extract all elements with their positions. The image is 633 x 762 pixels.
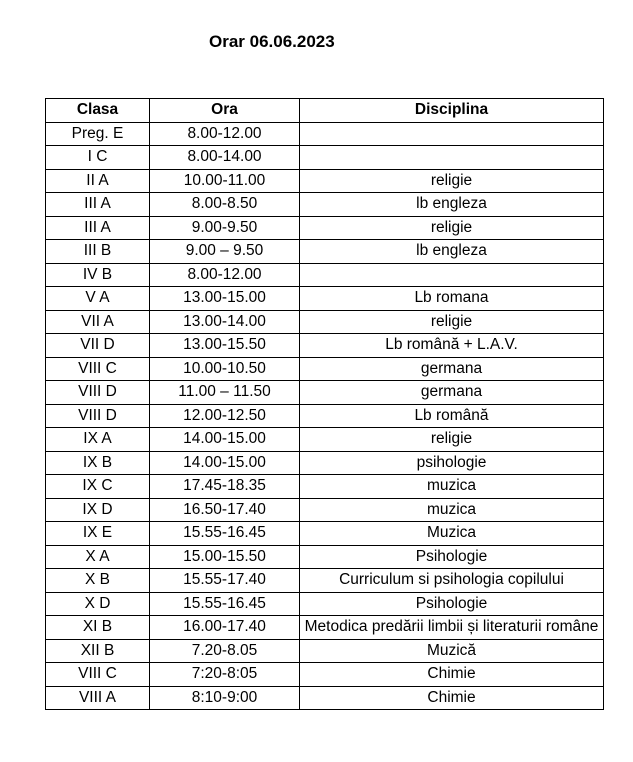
cell-clasa: VIII C xyxy=(46,357,150,381)
cell-disciplina xyxy=(300,146,604,170)
cell-clasa: X B xyxy=(46,569,150,593)
cell-clasa: XI B xyxy=(46,616,150,640)
table-row xyxy=(46,545,604,569)
cell-ora: 9.00 – 9.50 xyxy=(150,240,300,264)
cell-disciplina: religie xyxy=(300,310,604,334)
cell-ora: 8.00-12.00 xyxy=(150,122,300,146)
cell-clasa: I C xyxy=(46,146,150,170)
cell-ora: 9.00-9.50 xyxy=(150,216,300,240)
table-header-row xyxy=(46,99,604,123)
cell-ora: 10.00-11.00 xyxy=(150,169,300,193)
cell-disciplina: psihologie xyxy=(300,451,604,475)
table-row xyxy=(46,616,604,640)
cell-disciplina: Muzica xyxy=(300,522,604,546)
cell-ora: 8.00-12.00 xyxy=(150,263,300,287)
header-disciplina: Disciplina xyxy=(300,99,604,123)
table-row xyxy=(46,592,604,616)
table-row xyxy=(46,122,604,146)
cell-ora: 13.00-14.00 xyxy=(150,310,300,334)
cell-ora: 7:20-8:05 xyxy=(150,663,300,687)
table-row xyxy=(46,193,604,217)
cell-clasa: VIII D xyxy=(46,381,150,405)
cell-clasa: III A xyxy=(46,193,150,217)
cell-disciplina: Psihologie xyxy=(300,592,604,616)
cell-ora: 8.00-8.50 xyxy=(150,193,300,217)
cell-clasa: IX C xyxy=(46,475,150,499)
cell-clasa: II A xyxy=(46,169,150,193)
cell-ora: 16.50-17.40 xyxy=(150,498,300,522)
cell-clasa: VII D xyxy=(46,334,150,358)
cell-disciplina: lb engleza xyxy=(300,240,604,264)
cell-ora: 13.00-15.00 xyxy=(150,287,300,311)
cell-disciplina: religie xyxy=(300,216,604,240)
cell-disciplina: germana xyxy=(300,381,604,405)
table-row xyxy=(46,522,604,546)
cell-ora: 14.00-15.00 xyxy=(150,428,300,452)
cell-clasa: VIII A xyxy=(46,686,150,710)
cell-clasa: IX E xyxy=(46,522,150,546)
table-row xyxy=(46,475,604,499)
table-row xyxy=(46,404,604,428)
cell-clasa: VIII D xyxy=(46,404,150,428)
cell-ora: 10.00-10.50 xyxy=(150,357,300,381)
table-row xyxy=(46,334,604,358)
cell-ora: 15.55-16.45 xyxy=(150,522,300,546)
cell-ora: 12.00-12.50 xyxy=(150,404,300,428)
cell-clasa: III A xyxy=(46,216,150,240)
page-title: Orar 06.06.2023 xyxy=(209,32,335,51)
cell-ora: 16.00-17.40 xyxy=(150,616,300,640)
cell-disciplina: Chimie xyxy=(300,663,604,687)
cell-ora: 15.55-17.40 xyxy=(150,569,300,593)
table-row xyxy=(46,663,604,687)
cell-clasa: XII B xyxy=(46,639,150,663)
table-row xyxy=(46,569,604,593)
cell-ora: 7.20-8.05 xyxy=(150,639,300,663)
table-row xyxy=(46,428,604,452)
cell-disciplina: religie xyxy=(300,428,604,452)
cell-clasa: VIII C xyxy=(46,663,150,687)
cell-ora: 14.00-15.00 xyxy=(150,451,300,475)
table-row xyxy=(46,451,604,475)
cell-ora: 8:10-9:00 xyxy=(150,686,300,710)
table-row xyxy=(46,216,604,240)
cell-disciplina: Curriculum si psihologia copilului xyxy=(300,569,604,593)
table-row xyxy=(46,498,604,522)
cell-clasa: IX D xyxy=(46,498,150,522)
cell-disciplina: Muzică xyxy=(300,639,604,663)
cell-disciplina: Chimie xyxy=(300,686,604,710)
cell-disciplina: Psihologie xyxy=(300,545,604,569)
cell-clasa: VII A xyxy=(46,310,150,334)
cell-ora: 11.00 – 11.50 xyxy=(150,381,300,405)
cell-clasa: X A xyxy=(46,545,150,569)
table-row xyxy=(46,310,604,334)
cell-clasa: Preg. E xyxy=(46,122,150,146)
cell-ora: 13.00-15.50 xyxy=(150,334,300,358)
cell-ora: 15.00-15.50 xyxy=(150,545,300,569)
schedule-table xyxy=(45,98,604,710)
table-row xyxy=(46,639,604,663)
table-row xyxy=(46,263,604,287)
table-row xyxy=(46,287,604,311)
cell-disciplina xyxy=(300,263,604,287)
cell-disciplina: Lb romana xyxy=(300,287,604,311)
cell-clasa: V A xyxy=(46,287,150,311)
table-row xyxy=(46,169,604,193)
cell-ora: 15.55-16.45 xyxy=(150,592,300,616)
cell-clasa: IV B xyxy=(46,263,150,287)
table-row xyxy=(46,381,604,405)
header-clasa: Clasa xyxy=(46,99,150,123)
cell-disciplina: muzica xyxy=(300,498,604,522)
cell-disciplina: Lb română xyxy=(300,404,604,428)
header-ora: Ora xyxy=(150,99,300,123)
table-row xyxy=(46,686,604,710)
cell-disciplina: lb engleza xyxy=(300,193,604,217)
cell-disciplina: germana xyxy=(300,357,604,381)
cell-clasa: III B xyxy=(46,240,150,264)
table-row xyxy=(46,240,604,264)
table-row xyxy=(46,146,604,170)
cell-disciplina: religie xyxy=(300,169,604,193)
cell-disciplina: muzica xyxy=(300,475,604,499)
cell-ora: 8.00-14.00 xyxy=(150,146,300,170)
table-row xyxy=(46,357,604,381)
cell-ora: 17.45-18.35 xyxy=(150,475,300,499)
cell-disciplina xyxy=(300,122,604,146)
cell-clasa: IX B xyxy=(46,451,150,475)
cell-clasa: X D xyxy=(46,592,150,616)
cell-clasa: IX A xyxy=(46,428,150,452)
cell-disciplina: Lb română + L.A.V. xyxy=(300,334,604,358)
cell-disciplina: Metodica predării limbii și literaturii române xyxy=(300,616,604,640)
